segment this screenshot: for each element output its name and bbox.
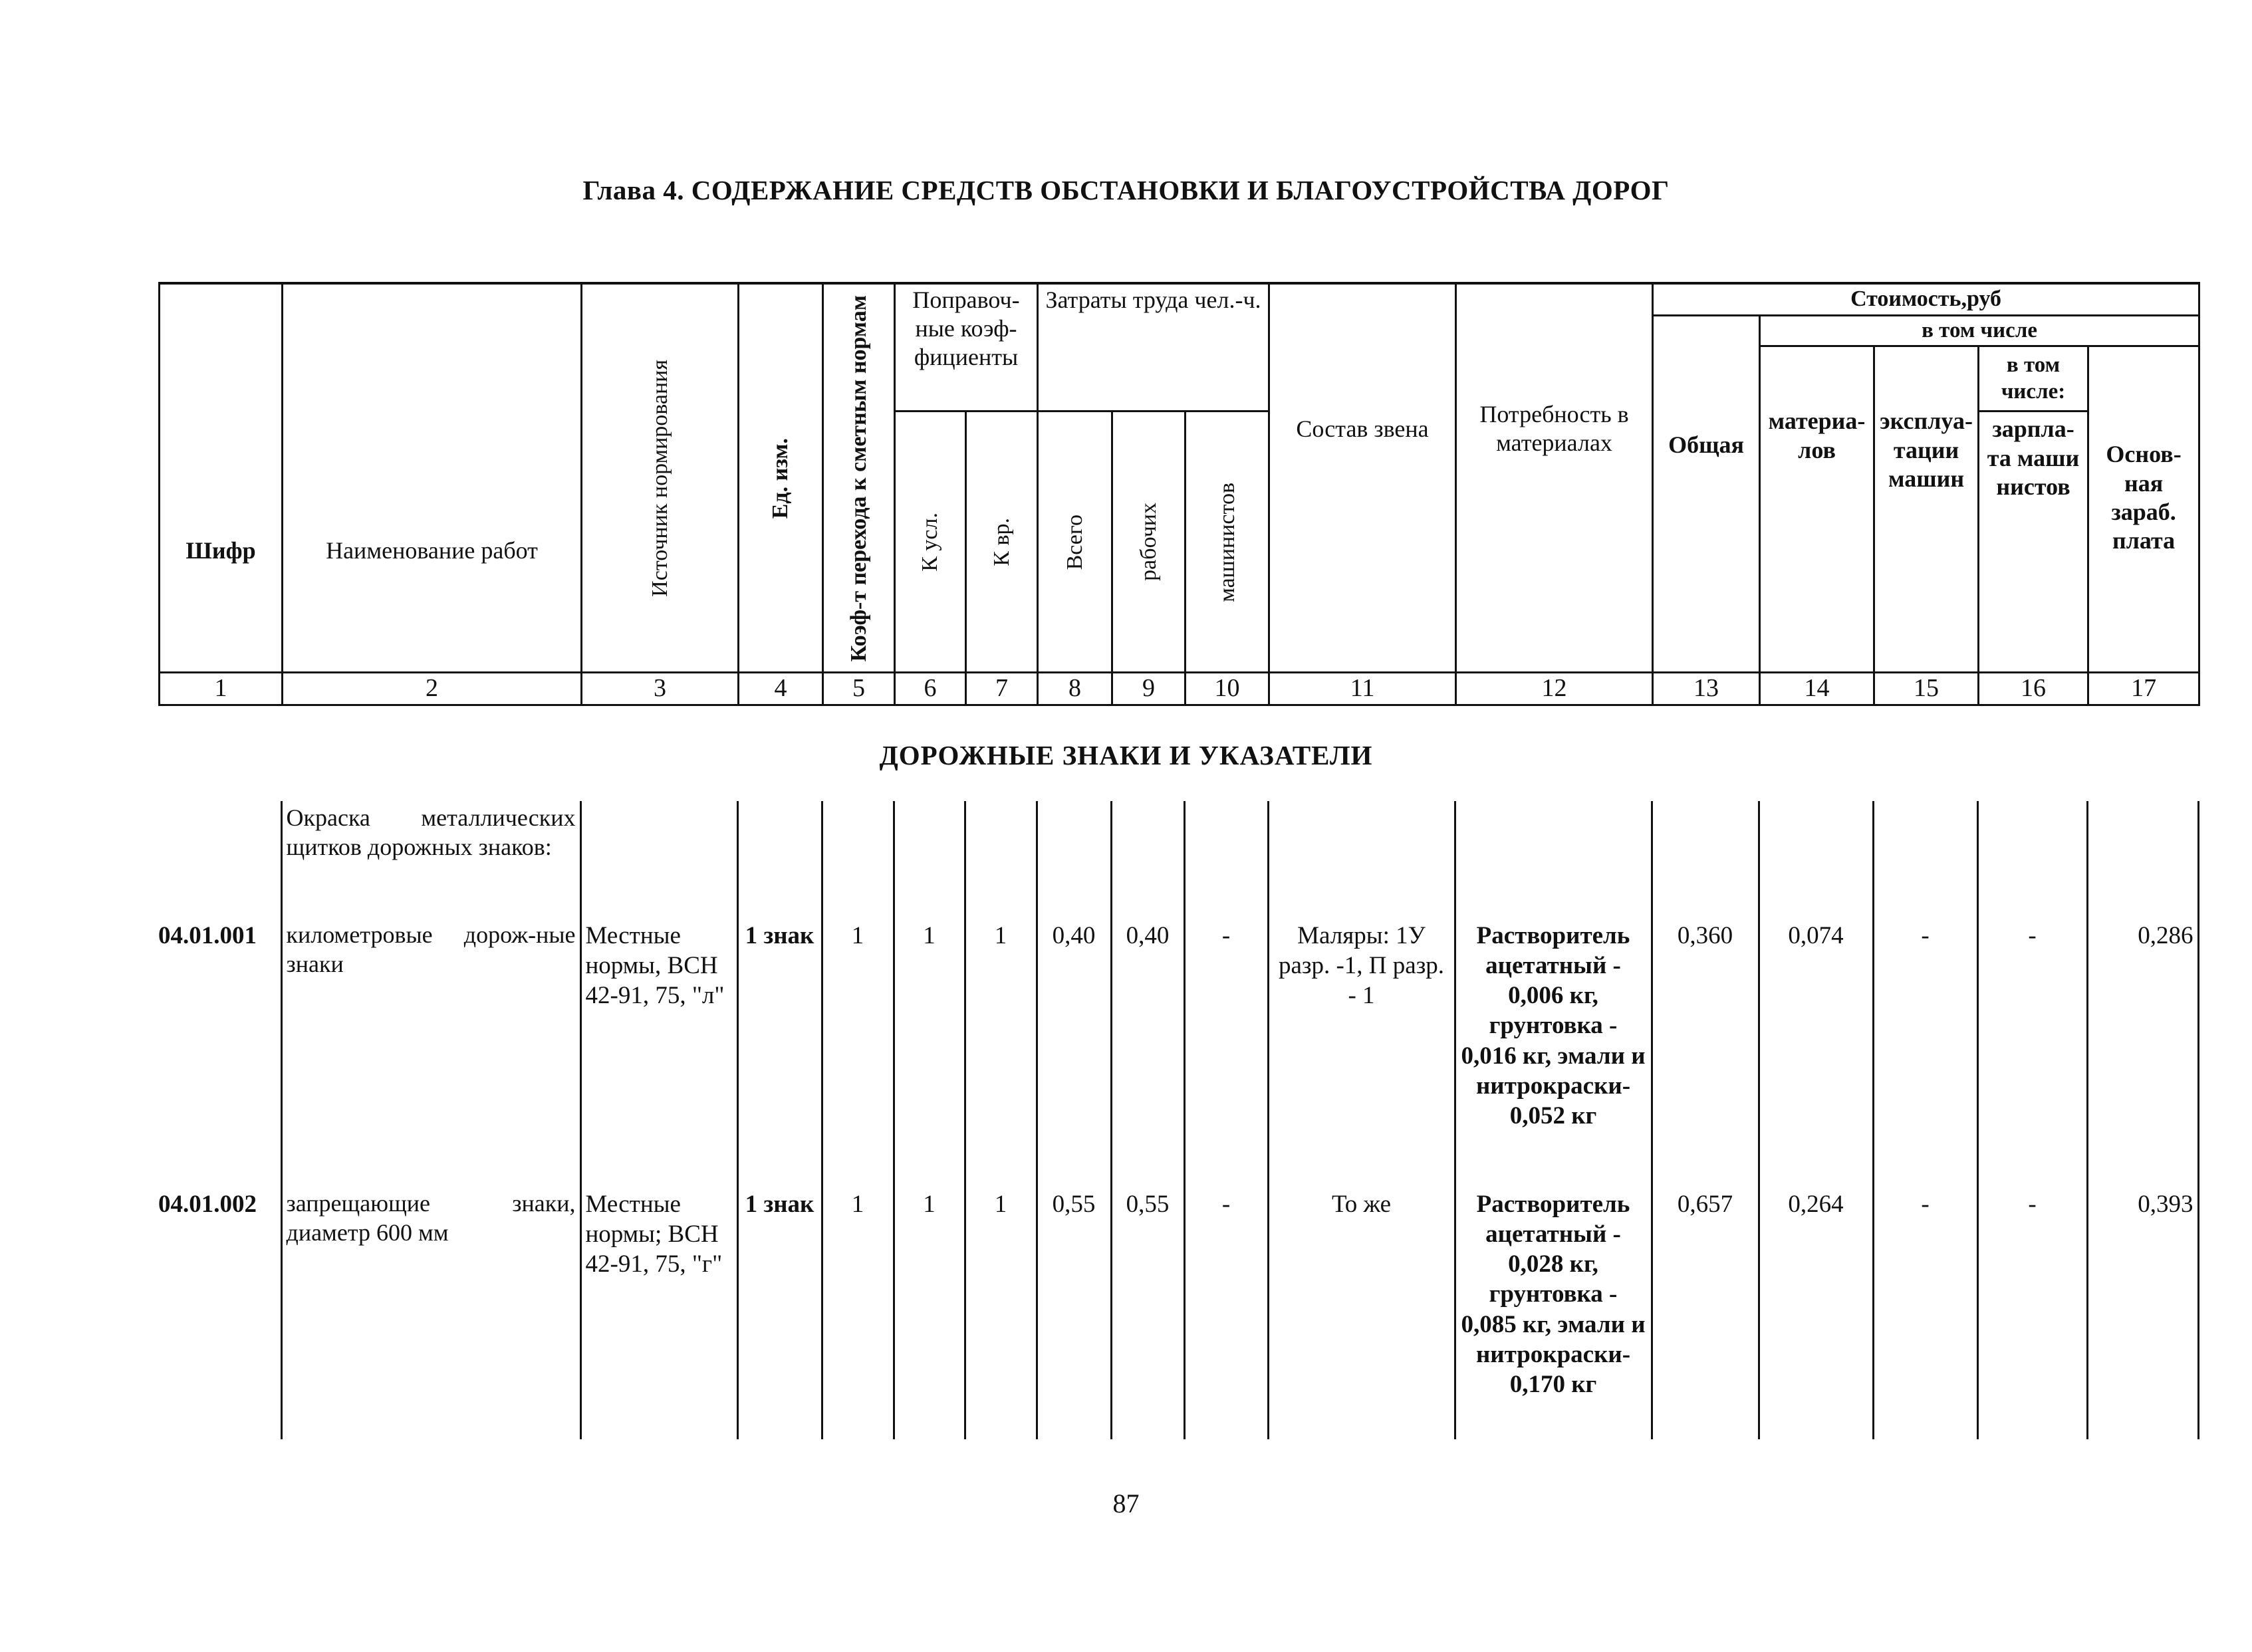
header-machinist-wage: зарпла-та маши нистов <box>1979 412 2088 673</box>
row-coef: 1 <box>822 918 894 1187</box>
header-k-vr: К вр. <box>966 412 1038 673</box>
header-machinists: машинистов <box>1186 412 1269 673</box>
col-number: 13 <box>1653 673 1760 705</box>
col-number: 17 <box>2088 673 2199 705</box>
header-base-wage: Основ-ная зараб. плата <box>2088 346 2199 673</box>
row-code: 04.01.001 <box>158 918 281 1187</box>
row-total: 0,360 <box>1652 918 1759 1187</box>
header-k-usl: К усл. <box>895 412 966 673</box>
row-machinist-wage: - <box>1977 918 2087 1187</box>
header-correction: Поправоч-ные коэф-фициенты <box>895 283 1038 412</box>
row-base-wage: 0,286 <box>2087 918 2198 1187</box>
header-total-labor: Всего <box>1038 412 1112 673</box>
header-total: Общая <box>1653 315 1760 673</box>
table-header <box>158 282 2200 706</box>
row-total-labor: 0,40 <box>1037 918 1111 1187</box>
section-title: ДОРОЖНЫЕ ЗНАКИ И УКАЗАТЕЛИ <box>879 740 1373 770</box>
header-shifr: Шифр <box>160 283 283 673</box>
row-name: километровые дорож-ные знаки <box>281 918 580 1187</box>
row-k-vr: 1 <box>965 1187 1037 1439</box>
col-number: 12 <box>1456 673 1653 705</box>
row-k-usl: 1 <box>894 918 965 1187</box>
row-coef: 1 <box>822 1187 894 1439</box>
row-total-labor: 0,55 <box>1037 1187 1111 1439</box>
row-materials-need: Растворитель ацетатный - 0,028 кг, грунтовка - 0,085 кг, эмали и нитрокраски- 0,170 кг <box>1455 1187 1652 1439</box>
header-cost: Стоимость,руб <box>1653 283 2199 315</box>
col-number: 16 <box>1979 673 2088 705</box>
row-source: Местные нормы; ВСН 42-91, 75, "г" <box>580 1187 737 1439</box>
row-machinists: - <box>1184 1187 1268 1439</box>
row-source: Местные нормы, ВСН 42-91, 75, "л" <box>580 918 737 1187</box>
col-number: 5 <box>823 673 895 705</box>
col-number: 1 <box>160 673 283 705</box>
row-k-usl: 1 <box>894 1187 965 1439</box>
col-number: 7 <box>966 673 1038 705</box>
row-k-vr: 1 <box>965 918 1037 1187</box>
header-including: в том числе <box>1760 315 2199 346</box>
header-labor: Затраты труда чел.-ч. <box>1038 283 1269 412</box>
row-unit: 1 знак <box>737 918 822 1187</box>
row-crew: То же <box>1268 1187 1455 1439</box>
header-crew: Состав звена <box>1269 283 1456 673</box>
row-crew: Маляры: 1У разр. -1, П разр. - 1 <box>1268 918 1455 1187</box>
col-number: 2 <box>283 673 582 705</box>
chapter-title: Глава 4. СОДЕРЖАНИЕ СРЕДСТВ ОБСТАНОВКИ И БЛАГОУСТРОЙСТВА ДОРОГ <box>582 175 1670 205</box>
col-number: 10 <box>1186 673 1269 705</box>
table-body <box>158 801 2199 1439</box>
col-number: 9 <box>1112 673 1186 705</box>
header-name: Наименование работ <box>283 283 582 673</box>
col-number: 8 <box>1038 673 1112 705</box>
row-unit: 1 знак <box>737 1187 822 1439</box>
header-machines: эксплуа-тации машин <box>1874 346 1979 673</box>
col-number: 6 <box>895 673 966 705</box>
header-unit: Ед. изм. <box>739 283 823 673</box>
header-materials-need: Потребность в материалах <box>1456 283 1653 673</box>
row-machinist-wage: - <box>1977 1187 2087 1439</box>
table-row <box>158 1187 2198 1439</box>
row-machines: - <box>1873 918 1977 1187</box>
header-materials: материа-лов <box>1760 346 1874 673</box>
row-name: запрещающие знаки, диаметр 600 мм <box>281 1187 580 1439</box>
row-materials: 0,264 <box>1759 1187 1873 1439</box>
col-number: 3 <box>582 673 739 705</box>
header-workers: рабочих <box>1112 412 1186 673</box>
group-title: Окраска металлических щитков дорожных знаков: <box>281 801 580 918</box>
row-machines: - <box>1873 1187 1977 1439</box>
row-machinists: - <box>1184 918 1268 1187</box>
table-row <box>158 918 2198 1187</box>
col-number: 4 <box>739 673 823 705</box>
row-total: 0,657 <box>1652 1187 1759 1439</box>
col-number: 14 <box>1760 673 1874 705</box>
table-row <box>158 801 2198 918</box>
header-coef: Коэф-т перехода к сметным нормам <box>823 283 895 673</box>
cell <box>158 801 281 918</box>
row-materials: 0,074 <box>1759 918 1873 1187</box>
header-source: Источник нормирования <box>582 283 739 673</box>
col-number: 15 <box>1874 673 1979 705</box>
row-workers: 0,55 <box>1111 1187 1184 1439</box>
row-materials-need: Растворитель ацетатный - 0,006 кг, грунтовка - 0,016 кг, эмали и нитрокраски- 0,052 кг <box>1455 918 1652 1187</box>
row-code: 04.01.002 <box>158 1187 281 1439</box>
row-base-wage: 0,393 <box>2087 1187 2198 1439</box>
col-number: 11 <box>1269 673 1456 705</box>
header-including2: в том числе: <box>1979 346 2088 412</box>
page-number: 87 <box>1112 1488 1140 1518</box>
row-workers: 0,40 <box>1111 918 1184 1187</box>
